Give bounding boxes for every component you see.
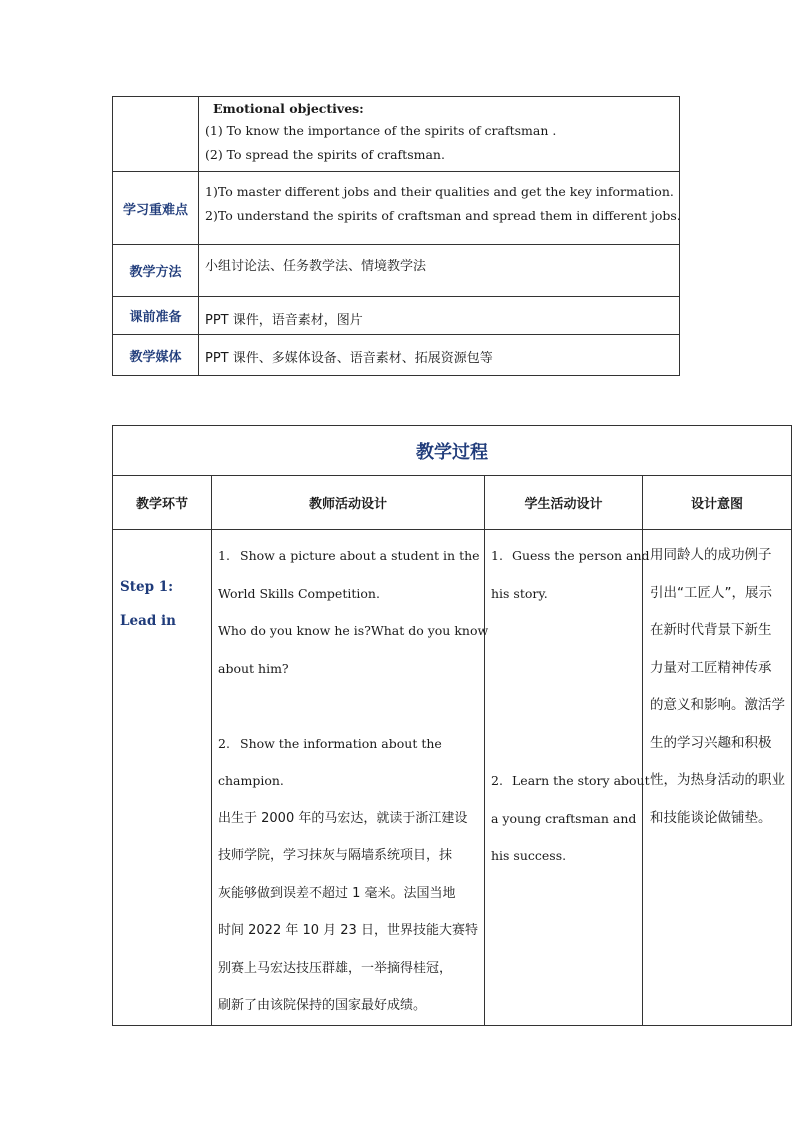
student-item1-number: 1. bbox=[491, 548, 503, 563]
key-points-row bbox=[113, 172, 680, 245]
preparation-row bbox=[113, 297, 680, 335]
intent-line5: 的意义和影响。激活学 bbox=[650, 697, 785, 713]
methods-row bbox=[113, 245, 680, 297]
preparation-value: PPT 课件，语音素材，图片 bbox=[199, 297, 680, 335]
media-label: 教学媒体 bbox=[113, 335, 199, 376]
student-item1-line2: his story. bbox=[491, 585, 548, 601]
teacher-item2-number: 2. bbox=[218, 735, 230, 751]
preparation-label: 课前准备 bbox=[113, 297, 199, 335]
objectives-table bbox=[112, 96, 680, 376]
header-stage: 教学环节 bbox=[113, 476, 212, 530]
design-intent-cell bbox=[643, 530, 792, 1026]
student-activity-cell bbox=[485, 530, 650, 1026]
methods-label: 教学方法 bbox=[113, 245, 199, 297]
teacher-item1-line1: Show a picture about a student in the bbox=[240, 548, 480, 563]
teacher-item1-line4: about him? bbox=[218, 660, 289, 676]
step-label: Step 1: bbox=[120, 579, 174, 595]
teacher-cn-line4: 时间 2022 年 10 月 23 日，世界技能大赛特 bbox=[218, 923, 478, 938]
header-teacher: 教师活动设计 bbox=[212, 476, 485, 530]
intent-line6: 生的学习兴趣和积极 bbox=[650, 734, 772, 751]
emotional-row bbox=[113, 97, 680, 172]
key-points-label: 学习重难点 bbox=[113, 172, 199, 245]
intent-line1: 用同龄人的成功例子 bbox=[650, 547, 772, 563]
teacher-activity-cell bbox=[212, 530, 489, 1026]
teacher-item2-line1: Show the information about the bbox=[240, 735, 442, 751]
step-name: Lead in bbox=[120, 613, 176, 629]
key-point-1: 1)To master different jobs and their qualities and get the key information. bbox=[205, 184, 674, 199]
teacher-cn-line2: 技师学院，学习抹灰与隔墙系统项目，抹 bbox=[218, 848, 453, 863]
teacher-item1-line2: World Skills Competition. bbox=[218, 585, 380, 601]
teacher-cn-line3: 灰能够做到误差不超过 1 毫米。法国当地 bbox=[218, 885, 456, 901]
student-item2-line1: Learn the story about bbox=[512, 773, 650, 788]
intent-line8: 和技能谈论做铺垫。 bbox=[650, 809, 772, 826]
process-table bbox=[112, 425, 792, 1026]
student-item2-line3: his success. bbox=[491, 848, 567, 863]
intent-line4: 力量对工匠精神传承 bbox=[650, 659, 772, 676]
methods-value: 小组讨论法、任务教学法、情境教学法 bbox=[199, 245, 680, 297]
teacher-cn-line1: 出生于 2000 年的马宏达，就读于浙江建设 bbox=[218, 810, 468, 826]
student-item2-line2: a young craftsman and bbox=[491, 810, 637, 826]
teacher-item1-number: 1. bbox=[218, 548, 230, 563]
process-header-row bbox=[113, 476, 792, 530]
key-point-2: 2)To understand the spirits of craftsman and spread them in different jobs. bbox=[205, 208, 681, 223]
student-item1-line1: Guess the person and bbox=[512, 548, 650, 563]
teacher-item1-line3: Who do you know he is?What do you know bbox=[218, 623, 489, 638]
step1-row bbox=[113, 530, 792, 1026]
teacher-cn-line6: 刷新了由该院保持的国家最好成绩。 bbox=[218, 998, 427, 1013]
intent-line2: 引出“工匠人”，展示 bbox=[650, 584, 772, 601]
header-intent: 设计意图 bbox=[643, 476, 792, 530]
process-title: 教学过程 bbox=[113, 426, 792, 476]
header-student: 学生活动设计 bbox=[485, 476, 643, 530]
media-value: PPT 课件、多媒体设备、语音素材、拓展资源包等 bbox=[199, 335, 680, 376]
process-title-row bbox=[113, 426, 792, 476]
emotional-title: Emotional objectives: bbox=[213, 101, 364, 116]
teacher-item2-line2: champion. bbox=[218, 773, 284, 788]
student-item2-number: 2. bbox=[491, 773, 503, 788]
emotional-line-2: (2) To spread the spirits of craftsman. bbox=[205, 147, 445, 162]
step1-cell bbox=[113, 530, 212, 1026]
emotional-line-1: (1) To know the importance of the spirits of craftsman . bbox=[205, 123, 557, 138]
teacher-cn-line5: 别赛上马宏达技压群雄，一举摘得桂冠， bbox=[218, 960, 453, 976]
intent-line3: 在新时代背景下新生 bbox=[650, 622, 772, 638]
intent-line7: 性，为热身活动的职业 bbox=[650, 772, 785, 788]
media-row bbox=[113, 335, 680, 376]
empty-label-cell bbox=[113, 97, 199, 172]
